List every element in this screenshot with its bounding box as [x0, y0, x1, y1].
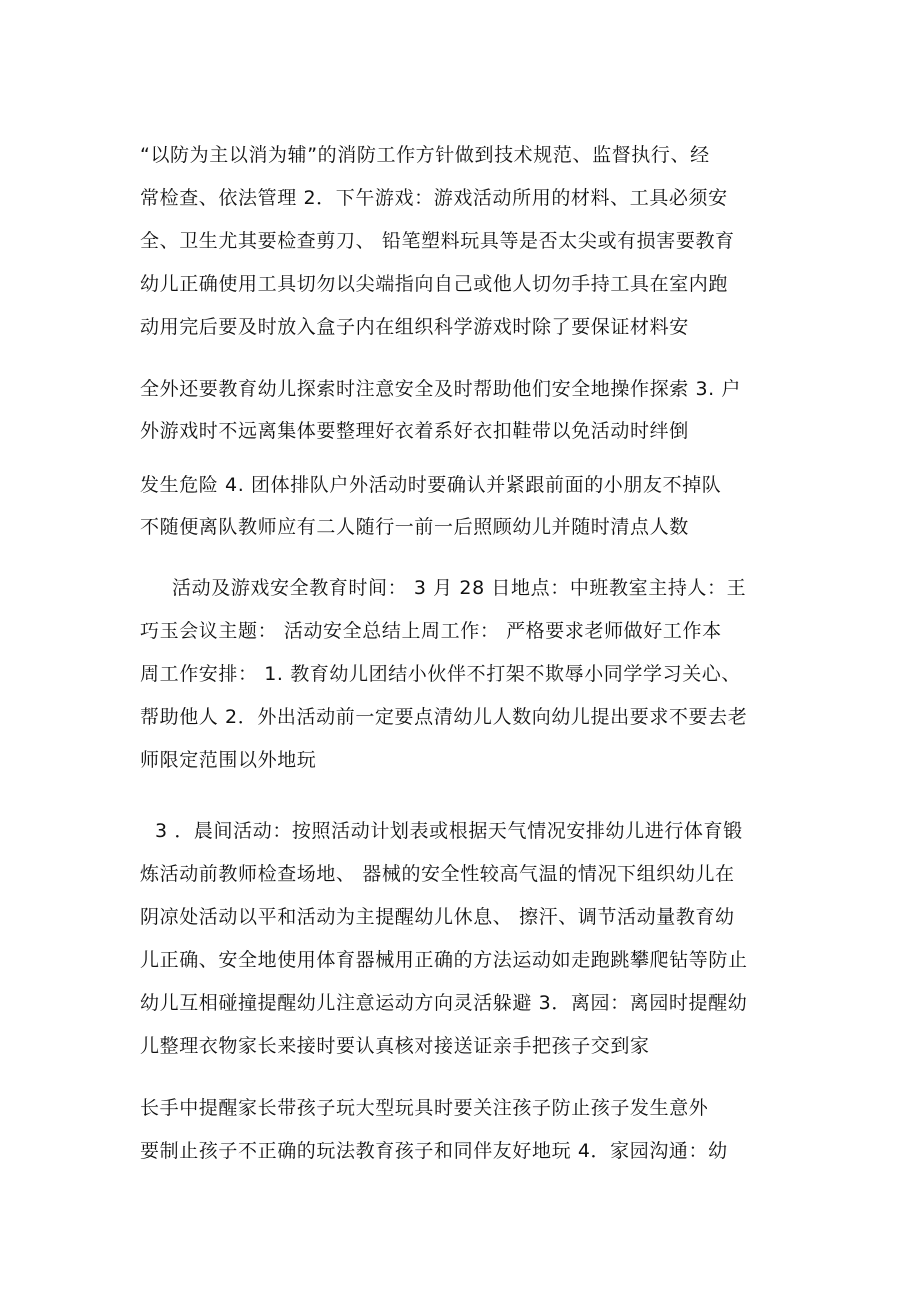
text-line: 周工作安排： 1. 教育幼儿团结小伙伴不打架不欺辱小同学学习关心、	[140, 663, 742, 685]
text-line: 幼儿正确使用工具切勿以尖端指向自己或他人切勿手持工具在室内跑	[140, 273, 729, 295]
text-line: 全外还要教育幼儿探索时注意安全及时帮助他们安全地操作探索 3. 户	[140, 378, 742, 400]
text-line: 常检查、依法管理 2．下午游戏：游戏活动所用的材料、工具必须安	[140, 187, 728, 209]
text-line: 全、卫生尤其要检查剪刀、 铅笔塑料玩具等是否太尖或有损害要教育	[140, 230, 735, 252]
text-line: 儿正确、安全地使用体育器械用正确的方法运动如走跑跳攀爬钻等防止	[140, 949, 748, 971]
text-line: 幼儿互相碰撞提醒幼儿注意运动方向灵活躲避 3．离园：离园时提醒幼	[140, 992, 748, 1014]
text-line: 要制止孩子不正确的玩法教育孩子和同伴友好地玩 4．家园沟通：幼	[140, 1140, 728, 1162]
text-line: 3 ．晨间活动：按照活动计划表或根据天气情况安排幼儿进行体育锻	[155, 820, 743, 842]
text-line: 炼活动前教师检查场地、 器械的安全性较高气温的情况下组织幼儿在	[140, 863, 735, 885]
text-line: 发生危险 4. 团体排队户外活动时要确认并紧跟前面的小朋友不掉队	[140, 474, 722, 496]
text-line: 帮助他人 2．外出活动前一定要点清幼儿人数向幼儿提出要求不要去老	[140, 706, 748, 728]
text-line: 巧玉会议主题： 活动安全总结上周工作： 严格要求老师做好工作本	[140, 620, 722, 642]
text-line: 儿整理衣物家长来接时要认真核对接送证亲手把孩子交到家	[140, 1035, 650, 1057]
text-line: “以防为主以消为辅”的消防工作方针做到技术规范、监督执行、经	[140, 144, 710, 166]
text-line: 不随便离队教师应有二人随行一前一后照顾幼儿并随时清点人数	[140, 516, 689, 538]
text-line: 阴凉处活动以平和活动为主提醒幼儿休息、 擦汗、调节活动量教育幼	[140, 906, 735, 928]
text-line: 师限定范围以外地玩	[140, 749, 317, 771]
text-line: 活动及游戏安全教育时间： 3 月 28 日地点：中班教室主持人：王	[172, 577, 747, 599]
text-line: 动用完后要及时放入盒子内在组织科学游戏时除了要保证材料安	[140, 316, 689, 338]
text-line: 长手中提醒家长带孩子玩大型玩具时要关注孩子防止孩子发生意外	[140, 1097, 709, 1119]
text-line: 外游戏时不远离集体要整理好衣着系好衣扣鞋带以免活动时绊倒	[140, 420, 689, 442]
